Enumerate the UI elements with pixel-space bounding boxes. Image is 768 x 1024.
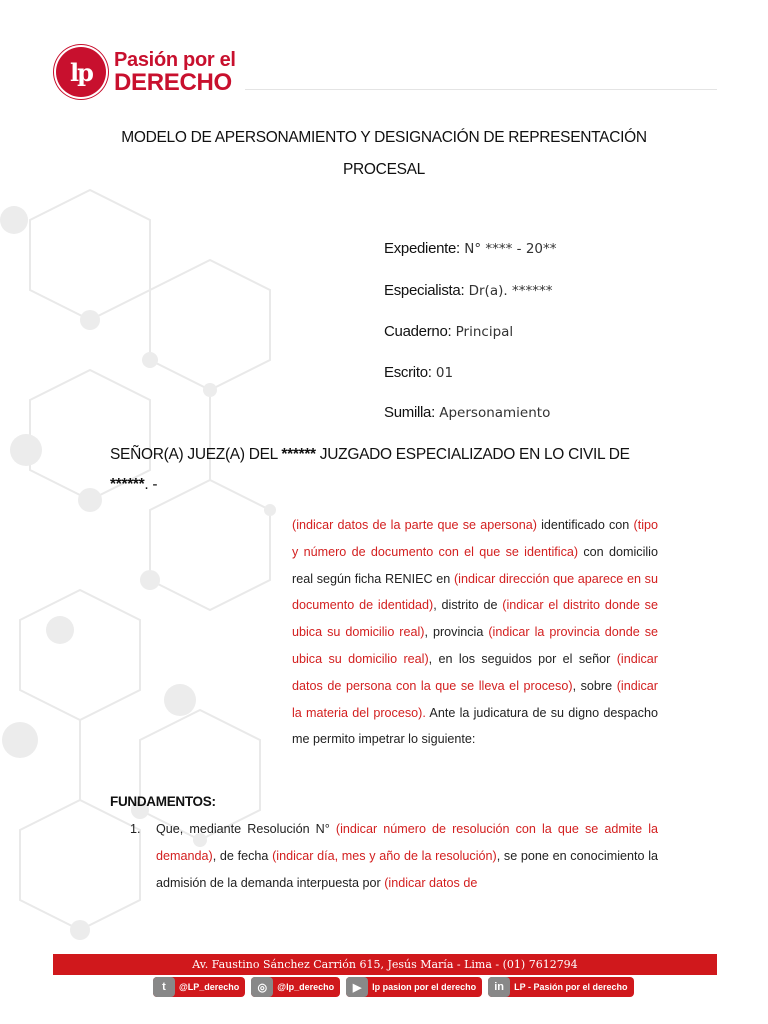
sumilla-value: Apersonamiento xyxy=(434,405,551,421)
intro-text-2: con domicilio real según ficha RENIEC en xyxy=(292,544,658,586)
expediente-value: N° **** - 20** xyxy=(459,241,557,257)
placeholder-district: (indicar el distrito donde se ubica su domicilio real) xyxy=(292,598,658,640)
title-line-1: MODELO DE APERSONAMIENTO Y DESIGNACIÓN DE REPRESENTACIÓN xyxy=(121,129,647,146)
social-instagram[interactable] xyxy=(251,977,340,997)
placeholder-address: (indicar dirección que aparece en su documento de identidad) xyxy=(292,571,658,613)
fundamentos-heading: FUNDAMENTOS: xyxy=(110,794,216,809)
item-number: 1. xyxy=(130,822,141,836)
document-title xyxy=(96,122,672,186)
social-youtube[interactable] xyxy=(346,977,482,997)
logo-line-2: DERECHO xyxy=(114,68,232,96)
especialista-value: Dr(a). ****** xyxy=(464,283,553,299)
especialista-row xyxy=(384,282,552,299)
fundamento-item-1 xyxy=(130,816,658,896)
addressee-part-1: SEÑOR(A) JUEZ(A) DEL xyxy=(110,446,282,463)
addressee-heading xyxy=(110,440,670,500)
expediente-label: Expediente: xyxy=(384,240,460,257)
placeholder-province: (indicar la provincia donde se ubica su domicilio real) xyxy=(292,625,659,666)
placeholder-counterparty: (indicar datos de persona con la que se lleva el proceso) xyxy=(292,651,658,693)
logo-line-1: Pasión por el xyxy=(114,48,236,71)
intro-text-3: , distrito de xyxy=(433,598,503,613)
placeholder-resolution-number: (indicar número de resolución con la que se admite la demanda) xyxy=(156,822,659,863)
cuaderno-value: Principal xyxy=(451,324,514,340)
escrito-row xyxy=(384,364,453,381)
social-label: LP - Pasión por el derecho xyxy=(514,982,628,992)
brand-logo xyxy=(56,44,236,100)
social-label: @lp_derecho xyxy=(277,982,335,992)
intro-text-5: , en los seguidos por el señor xyxy=(428,651,617,666)
escrito-label: Escrito: xyxy=(384,364,432,381)
social-linkedin[interactable] xyxy=(488,977,633,997)
sumilla-label: Sumilla: xyxy=(384,404,435,421)
social-label: @LP_derecho xyxy=(179,982,240,992)
footer-social-links xyxy=(153,977,634,997)
addressee-stars-1: ****** xyxy=(281,446,316,463)
intro-text-1: identificado con xyxy=(536,518,634,532)
addressee-part-2: JUZGADO ESPECIALIZADO EN LO CIVIL DE xyxy=(315,446,630,463)
placeholder-document-type: (tipo y número de documento con el que se identifica) xyxy=(292,518,658,559)
escrito-value: 01 xyxy=(431,365,454,381)
intro-text-4: , provincia xyxy=(424,625,489,640)
placeholder-party-data: (indicar datos de la parte que se apersona) xyxy=(292,518,537,532)
placeholder-matter: (indicar la materia del proceso). xyxy=(292,678,658,720)
cuaderno-row xyxy=(384,323,513,340)
intro-text-7: Ante la judicatura de su digno despacho me permito impetrar lo siguiente: xyxy=(292,705,658,747)
addressee-part-3: . - xyxy=(144,476,158,493)
sumilla-row xyxy=(384,404,550,421)
cuaderno-label: Cuaderno: xyxy=(384,323,452,340)
placeholder-plaintiff-data: (indicar datos de xyxy=(384,875,478,890)
especialista-label: Especialista: xyxy=(384,282,465,299)
item-text-3: , se pone en conocimiento la admisión de la demanda interpuesta por xyxy=(156,848,659,890)
social-twitter[interactable] xyxy=(153,977,245,997)
addressee-stars-2: ****** xyxy=(110,476,145,493)
header-divider xyxy=(245,89,717,90)
intro-paragraph xyxy=(292,512,658,753)
title-line-2: PROCESAL xyxy=(342,161,426,178)
linkedin-icon: in xyxy=(488,977,510,997)
placeholder-resolution-date: (indicar día, mes y año de la resolución) xyxy=(272,848,497,863)
expediente-row xyxy=(384,240,557,257)
youtube-icon: ▶ xyxy=(346,977,368,997)
intro-text-6: , sobre xyxy=(572,678,617,693)
item-text-2: , de fecha xyxy=(212,848,273,863)
twitter-icon: t xyxy=(153,977,175,997)
item-text-1: Que, mediante Resolución N° xyxy=(156,822,336,836)
lp-logo-icon: lp xyxy=(56,47,106,97)
instagram-icon: ◎ xyxy=(251,977,273,997)
footer-address-bar: Av. Faustino Sánchez Carrión 615, Jesús María - Lima - (01) 7612794 xyxy=(53,954,717,975)
social-label: lp pasion por el derecho xyxy=(372,982,477,992)
